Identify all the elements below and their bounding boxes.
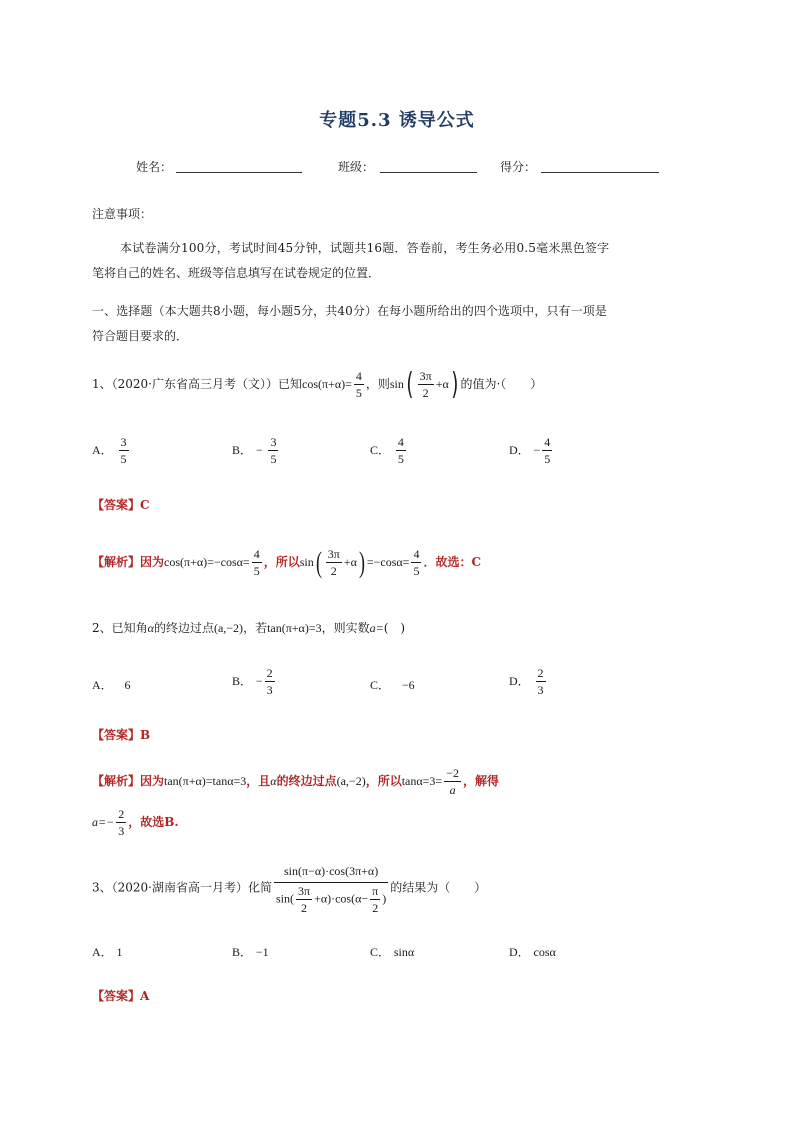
q2-option-b[interactable]: B． − $\frac{2}{3}$ xyxy=(232,666,273,697)
q2-option-d[interactable]: D． $\frac{2}{3}$ xyxy=(509,666,544,697)
q3-option-d[interactable]: D． cosα xyxy=(509,945,556,959)
name-field[interactable] xyxy=(176,172,302,173)
q2-option-c[interactable]: C． −6 xyxy=(370,678,415,692)
section-heading-line-2: 符合题目要求的． xyxy=(92,329,189,343)
q1-option-c[interactable]: C． $\frac{4}{5}$ xyxy=(370,435,404,466)
question-1: 1、（2020·广东省高三月考（文））已知cos(π+α)= $\frac{4}{5}$ ，则sin( $\frac{3\pi}{2}$ +α) 的值为·（ ） xyxy=(92,366,543,402)
section-heading-line-1: 一、选择题（本大题共8小题，每小题5分，共40分）在每小题所给出的四个选项中，只有一项是 xyxy=(92,304,607,318)
class-field[interactable] xyxy=(380,172,477,173)
question-2: 2、已知角α的终边过点(a,−2)，若tan(π+α)=3，则实数a=( ) xyxy=(92,621,406,635)
q1-analysis: 【解析】因为cos(π+α)=−cosα= $\frac{4}{5}$ ，所以sin( $\frac{3\pi}{2}$ +α) =−cosα= $\frac{4}{5}$ ．故选：C xyxy=(92,545,482,579)
q2-analysis-line-2: a=− $\frac{2}{3}$ ，故选B. xyxy=(92,807,179,838)
question-3: 3、（2020·湖南省高一月考）化简 sin(π−α)·cos(3π+α) sin( $\frac{3\pi}{2}$ +α)·cos(α− $\frac{\pi}{2}$ ) 的结果为（ ） xyxy=(92,860,486,916)
q3-option-c[interactable]: C． sinα xyxy=(370,945,415,959)
notice-line-1: 本试卷满分100分，考试时间45分钟，试题共16题．答卷前，考生务必用0.5毫米黑色签字 xyxy=(120,241,610,255)
q3-option-b[interactable]: B． −1 xyxy=(232,945,269,959)
q2-analysis-line-1: 【解析】因为tan(π+α)=tanα=3，且α的终边过点(a,−2)，所以tanα=3= $\frac{-2}{a}$ ，解得 xyxy=(92,766,499,797)
q1-option-d[interactable]: D． − $\frac{4}{5}$ xyxy=(509,435,551,466)
page-title: 专题5.3 诱导公式 xyxy=(319,110,475,131)
class-label: 班级： xyxy=(338,160,375,174)
q3-answer: 【答案】A xyxy=(92,989,150,1003)
q1-option-a[interactable]: A． $\frac{3}{5}$ xyxy=(92,435,127,466)
score-field[interactable] xyxy=(541,172,659,173)
name-label: 姓名： xyxy=(136,160,173,174)
notice-line-2: 笔将自己的姓名、班级等信息填写在试卷规定的位置． xyxy=(92,266,381,280)
q2-answer: 【答案】B xyxy=(92,728,151,742)
q3-option-a[interactable]: A． 1 xyxy=(92,945,123,959)
notice-heading: 注意事项： xyxy=(92,207,153,221)
q1-option-b[interactable]: B． − $\frac{3}{5}$ xyxy=(232,435,277,466)
score-label: 得分： xyxy=(500,160,537,174)
q1-answer: 【答案】C xyxy=(92,498,150,512)
q2-option-a[interactable]: A． 6 xyxy=(92,678,131,692)
